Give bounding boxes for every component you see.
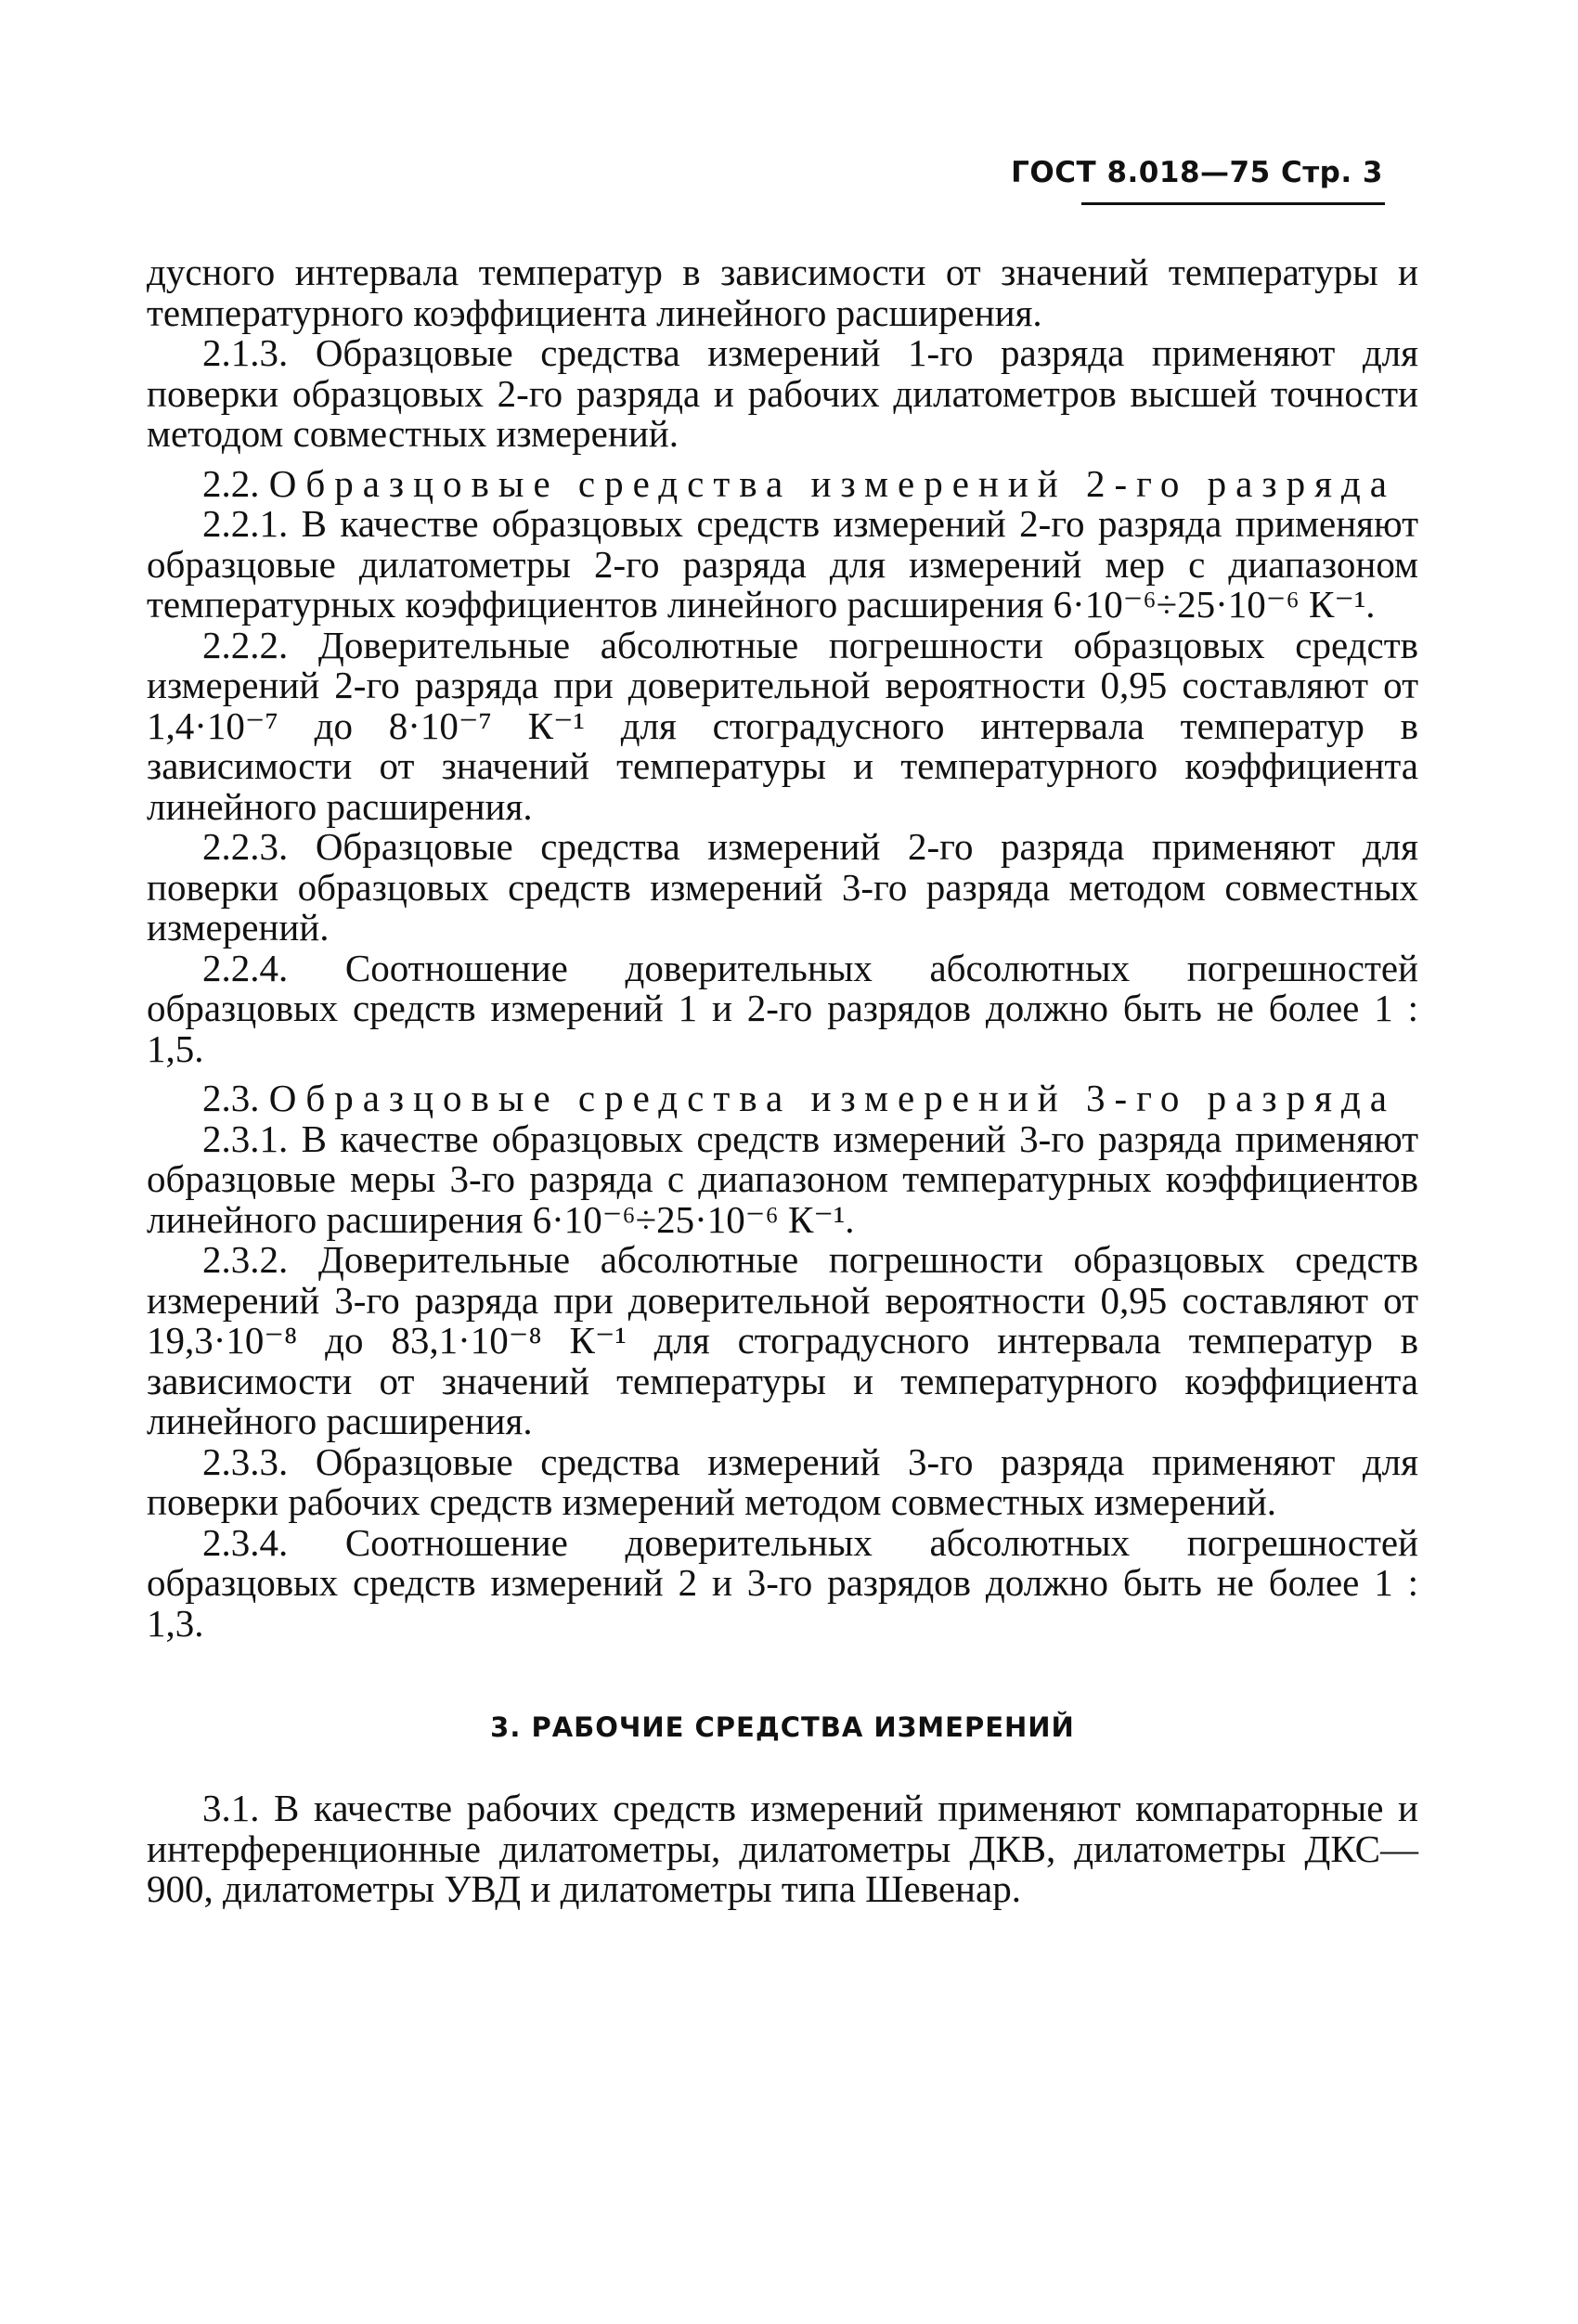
body-text <box>147 252 1418 1910</box>
paragraph-3-1: 3.1. В качестве рабочих средств измерений применяют компараторные и интерференционные дилатометры, дилатометры ДКВ, дилатометры ДКС—900, дилатометры УВД и дилатометры типа Шевенар. <box>147 1787 1418 1910</box>
paragraph-2-1-3: 2.1.3. Образцовые средства измерений 1-го разряда применяют для поверки образцовых 2-го разряда и рабочих дилатометров высшей точности методом совместных измерений. <box>147 331 1418 455</box>
heading-2-3-text: Образцовые средства измерений 3-го разряда <box>268 1077 1396 1119</box>
paragraph-2-3-1: 2.3.1. В качестве образцовых средств измерений 3-го разряда применяют образцовые меры 3-го разряда с диапазоном температурных коэффициентов линейного расширения 6·10⁻⁶÷25·10⁻⁶ К⁻¹. <box>147 1117 1418 1241</box>
paragraph-2-3-4: 2.3.4. Соотношение доверительных абсолютных погрешностей образцовых средств измерений 2 и 3-го разрядов должно быть не более 1 : 1,3. <box>147 1520 1418 1645</box>
heading-2-3-number: 2.3. <box>202 1077 260 1119</box>
heading-2-3 <box>147 1078 1418 1119</box>
paragraph-2-2-1: 2.2.1. В качестве образцовых средств измерений 2-го разряда применяют образцовые дилатометры 2-го разряда для измерений мер с диапазоном температурных коэффициентов линейного расширения 6·10⁻⁶÷25·10⁻⁶ К⁻¹. <box>147 502 1418 626</box>
section-3-title: 3. РАБОЧИЕ СРЕДСТВА ИЗМЕРЕНИЙ <box>490 1711 1075 1743</box>
page-header: ГОСТ 8.018—75 Стр. 3 <box>1011 156 1383 189</box>
paragraph-continued: дусного интервала температур в зависимости от значений температуры и температурного коэффициента линейного расширения. <box>147 251 1418 334</box>
heading-2-2 <box>147 461 1418 505</box>
paragraph-2-2-4: 2.2.4. Соотношение доверительных абсолютных погрешностей образцовых средств измерений 1 и 2-го разрядов должно быть не более 1 : 1,5. <box>147 946 1418 1070</box>
paragraph-2-3-2: 2.3.2. Доверительные абсолютные погрешности образцовых средств измерений 3-го разряда при доверительной вероятности 0,95 составляют от 19,3·10⁻⁸ до 83,1·10⁻⁸ К⁻¹ для стоградусного интервала температур в зависимости от значений температуры и температурного коэффициента линейного расширения. <box>147 1238 1418 1442</box>
heading-2-2-number: 2.2. <box>202 461 260 505</box>
paragraph-2-2-3: 2.2.3. Образцовые средства измерений 2-го разряда применяют для поверки образцовых средств измерений 3-го разряда методом совместных измерений. <box>147 825 1418 949</box>
heading-2-2-text: Образцовые средства измерений 2-го разряда <box>268 461 1396 505</box>
header-rule <box>1081 202 1385 205</box>
paragraph-2-3-3: 2.3.3. Образцовые средства измерений 3-го разряда применяют для поверки рабочих средств измерений методом совместных измерений. <box>147 1440 1418 1523</box>
paragraph-2-2-2: 2.2.2. Доверительные абсолютные погрешности образцовых средств измерений 2-го разряда при доверительной вероятности 0,95 составляют от 1,4·10⁻⁷ до 8·10⁻⁷ К⁻¹ для стоградусного интервала температур в зависимости от значений температуры и температурного коэффициента линейного расширения. <box>147 623 1418 828</box>
